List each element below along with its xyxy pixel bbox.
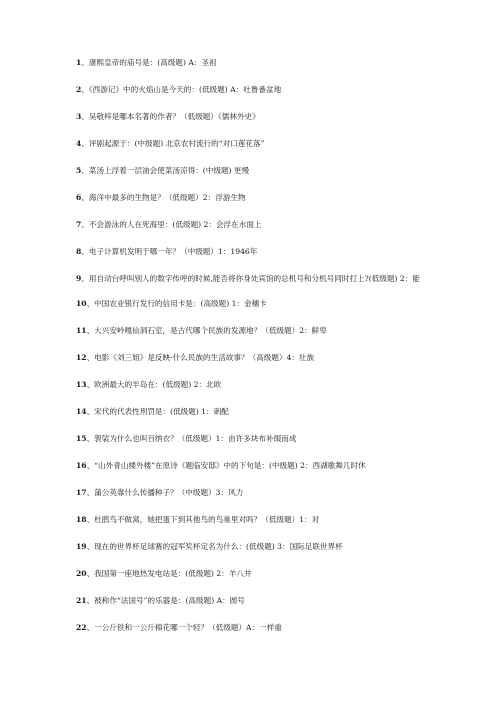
quiz-item: [76, 352, 436, 363]
quiz-item-text: 、被称作“法国号”的乐器是：(高级题) A：圆号: [86, 596, 245, 605]
quiz-item: [76, 273, 436, 284]
quiz-item-number: 22: [76, 623, 87, 632]
quiz-item: [76, 84, 436, 95]
quiz-item-text: 、康熙皇帝的庙号是：(高级题) A：圣祖: [81, 58, 217, 67]
quiz-item-number: 14: [76, 407, 87, 416]
quiz-item-text: 、菜汤上浮着一层油会使菜汤凉得：(中级题) 更慢: [81, 166, 250, 175]
quiz-item-text: 、杜鹃鸟不做窝，她把蛋下到其他鸟的鸟巢里对吗？（低级题）1：对: [86, 515, 320, 524]
quiz-item: [76, 57, 436, 68]
quiz-item-number: 19: [76, 542, 87, 551]
quiz-item: [76, 138, 436, 149]
quiz-item-number: 12: [76, 353, 87, 362]
quiz-item-number: 7: [76, 220, 82, 229]
quiz-item: [76, 325, 436, 336]
quiz-item-number: 4: [76, 139, 82, 148]
quiz-item-number: 2: [76, 85, 82, 94]
quiz-item: [76, 246, 436, 257]
quiz-item: [76, 487, 436, 498]
quiz-item-number: 6: [76, 193, 82, 202]
quiz-item-text: 、宋代的代表性刑罚是：(低级题) 1：刺配: [86, 407, 229, 416]
quiz-item: [76, 379, 436, 390]
quiz-item-text: 、评剧起源于：(中级题) 北京农村流行的“对口莲花落”: [81, 139, 265, 148]
quiz-item: [76, 111, 436, 122]
quiz-item-text: 、吴敬梓是哪本名著的作者？（低级题）《儒林外史》: [81, 112, 260, 121]
quiz-item-text: 、我国第一座地热发电站是：(低级题) 2：羊八井: [86, 569, 252, 578]
quiz-item: [76, 406, 436, 417]
quiz-item-text: 、中国农业银行发行的信用卡是：(高级题) 1：金穗卡: [86, 299, 267, 308]
quiz-item-text: 、电子计算机发明于哪一年？（中级题）1：1946年: [81, 247, 258, 256]
quiz-item: [76, 433, 436, 444]
quiz-item: [76, 219, 436, 230]
quiz-item-number: 21: [76, 596, 87, 605]
quiz-item: [76, 622, 436, 633]
quiz-item-number: 16: [76, 461, 87, 470]
quiz-item: [76, 568, 436, 579]
quiz-item-text: 、《西游记》中的火焰山是今天的：(低级题) A：吐鲁番盆地: [81, 85, 282, 94]
quiz-item-number: 10: [76, 299, 87, 308]
quiz-item-text: 、不会游泳的人在死海里：(低级题) 2：会浮在水面上: [81, 220, 262, 229]
quiz-item-text: 、欧洲最大的半岛在：(低级题) 2：北欧: [86, 380, 222, 389]
quiz-item-number: 3: [76, 112, 82, 121]
quiz-item-text: 、大兴安岭嘎仙洞石室，是古代哪个民族的发源地？（低级题）2：鲜卑: [86, 326, 327, 335]
quiz-item: [76, 192, 436, 203]
quiz-item-text: 、“山外青山楼外楼”在原诗《题临安邸》中的下句是：(中级题) 2：西湖歌舞几时休: [86, 461, 366, 470]
quiz-item: [76, 595, 436, 606]
quiz-item-number: 13: [76, 380, 87, 389]
quiz-item: [76, 165, 436, 176]
quiz-item-number: 17: [76, 488, 87, 497]
quiz-item-number: 15: [76, 434, 87, 443]
quiz-item: [76, 460, 436, 471]
quiz-item: [76, 514, 436, 525]
quiz-item-number: 5: [76, 166, 82, 175]
quiz-item-text: 、袈裟为什么也叫百纳衣？（低级题）1：由许多块布补缀而成: [86, 434, 297, 443]
quiz-item-text: 、现在的世界杯足球赛的冠军奖杯定名为什么：(低级题) 3：国际足联世界杯: [86, 542, 343, 551]
quiz-item-number: 20: [76, 569, 87, 578]
quiz-item-text: 、海洋中最多的生物是？（低级题）2：浮游生物: [81, 193, 246, 202]
quiz-item-number: 18: [76, 515, 87, 524]
quiz-item-text: 、蒲公英靠什么传播种子？（中级题）3：风力: [86, 488, 244, 497]
quiz-item-number: 11: [76, 326, 87, 335]
quiz-item-text: 、电影《刘三姐》是反映-什么民族的生活故事？（高级题）4：壮族: [86, 353, 315, 362]
quiz-item-number: 9: [76, 274, 82, 283]
quiz-list: [76, 57, 436, 633]
quiz-item: [76, 541, 436, 552]
quiz-item: [76, 298, 436, 309]
quiz-item-text: 、用自动台呼叫别人的数字传呼的时候,能否将你身处宾馆的总机号和分机号同时打上?(低级题) 2：能: [81, 274, 420, 283]
quiz-item-text: 、一公斤铁和一公斤棉花哪一个轻？（低级题）A：一样重: [86, 623, 282, 632]
quiz-item-number: 1: [76, 58, 82, 67]
quiz-item-number: 8: [76, 247, 82, 256]
